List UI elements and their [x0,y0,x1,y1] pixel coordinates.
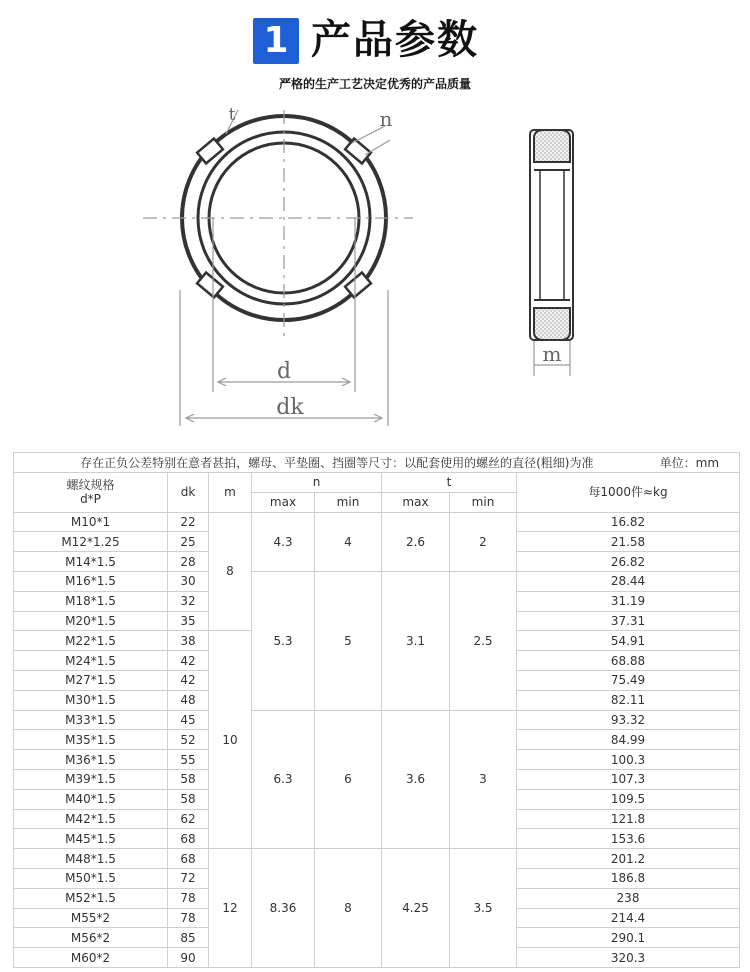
header-n-max: max [252,492,315,512]
header-dk: dk [168,473,209,513]
cell-t-min: 3 [450,710,517,849]
cell-dk: 68 [168,849,209,869]
spec-table-body [14,512,740,967]
cell-weight: 214.4 [517,908,740,928]
cell-thread-spec: M16*1.5 [14,571,168,591]
cell-t-max: 4.25 [382,849,450,968]
cell-weight: 84.99 [517,730,740,750]
cell-thread-spec: M60*2 [14,948,168,968]
cell-thread-spec: M52*1.5 [14,888,168,908]
table-note: 存在正负公差特别在意者甚拍，螺母、平垫圈、挡圈等尺寸：以配套使用的螺丝的直径(粗细)为准 [80,455,594,470]
header-t-min: min [450,492,517,512]
cell-thread-spec: M55*2 [14,908,168,928]
cell-dk: 45 [168,710,209,730]
cell-m: 10 [209,631,252,849]
header-weight: 每1000件≈kg [517,473,740,513]
cell-dk: 42 [168,670,209,690]
cell-n-max: 5.3 [252,571,315,710]
unit-label: 单位：mm [659,455,720,470]
nut-front-view [143,110,413,338]
cell-weight: 21.58 [517,532,740,552]
cell-weight: 16.82 [517,512,740,532]
cell-weight: 54.91 [517,631,740,651]
cell-weight: 28.44 [517,571,740,591]
cell-t-min: 2.5 [450,571,517,710]
cell-weight: 153.6 [517,829,740,849]
cell-n-max: 8.36 [252,849,315,968]
cell-thread-spec: M48*1.5 [14,849,168,869]
cell-dk: 85 [168,928,209,948]
cell-dk: 25 [168,532,209,552]
cell-thread-spec: M20*1.5 [14,611,168,631]
cell-thread-spec: M12*1.25 [14,532,168,552]
section-number-badge: 1 [253,18,299,64]
page-title: 产品参数 [311,17,479,63]
cell-n-min: 5 [315,571,382,710]
cell-thread-spec: M36*1.5 [14,750,168,770]
cell-m: 12 [209,849,252,968]
cell-thread-spec: M50*1.5 [14,868,168,888]
cell-weight: 100.3 [517,750,740,770]
cell-dk: 38 [168,631,209,651]
table-header-row [14,473,740,493]
cell-dk: 52 [168,730,209,750]
cell-weight: 68.88 [517,651,740,671]
cell-thread-spec: M14*1.5 [14,552,168,572]
cell-t-max: 3.1 [382,571,450,710]
cell-dk: 58 [168,789,209,809]
table-row [14,512,740,532]
nut-side-section-view [530,130,573,340]
cell-t-min: 2 [450,512,517,571]
cell-weight: 31.19 [517,591,740,611]
label-dk: dk [276,395,304,420]
header-thread-spec: 螺纹规格 d*P [14,473,168,513]
cell-dk: 28 [168,552,209,572]
cell-thread-spec: M56*2 [14,928,168,948]
cell-thread-spec: M30*1.5 [14,690,168,710]
spec-table [13,452,740,968]
round-nut-diagram [0,100,750,440]
cell-weight: 238 [517,888,740,908]
cell-weight: 109.5 [517,789,740,809]
cell-weight: 107.3 [517,769,740,789]
cell-thread-spec: M27*1.5 [14,670,168,690]
cell-weight: 320.3 [517,948,740,968]
cell-thread-spec: M45*1.5 [14,829,168,849]
cell-t-max: 2.6 [382,512,450,571]
cell-n-min: 4 [315,512,382,571]
cell-thread-spec: M33*1.5 [14,710,168,730]
cell-n-max: 4.3 [252,512,315,571]
cell-thread-spec: M10*1 [14,512,168,532]
header-n-min: min [315,492,382,512]
cell-dk: 58 [168,769,209,789]
header [0,0,750,100]
label-t: t [228,105,236,125]
cell-dk: 35 [168,611,209,631]
cell-dk: 68 [168,829,209,849]
cell-dk: 72 [168,868,209,888]
table-row [14,849,740,869]
cell-thread-spec: M22*1.5 [14,631,168,651]
header-m: m [209,473,252,513]
header-t-max: max [382,492,450,512]
cell-dk: 30 [168,571,209,591]
header-n: n [252,473,382,493]
cell-dk: 48 [168,690,209,710]
cell-m: 8 [209,512,252,631]
cell-t-max: 3.6 [382,710,450,849]
cell-t-min: 3.5 [450,849,517,968]
cell-dk: 78 [168,888,209,908]
cell-dk: 22 [168,512,209,532]
cell-n-min: 8 [315,849,382,968]
cell-dk: 62 [168,809,209,829]
cell-n-max: 6.3 [252,710,315,849]
cell-thread-spec: M42*1.5 [14,809,168,829]
cell-dk: 55 [168,750,209,770]
cell-thread-spec: M18*1.5 [14,591,168,611]
cell-weight: 82.11 [517,690,740,710]
label-m: m [542,342,562,366]
cell-dk: 90 [168,948,209,968]
cell-dk: 32 [168,591,209,611]
cell-weight: 93.32 [517,710,740,730]
cell-dk: 78 [168,908,209,928]
header-t: t [382,473,517,493]
cell-dk: 42 [168,651,209,671]
cell-weight: 201.2 [517,849,740,869]
cell-weight: 290.1 [517,928,740,948]
label-n: n [379,107,393,131]
page-subtitle: 严格的生产工艺决定优秀的产品质量 [278,77,471,91]
table-row [14,710,740,730]
table-row [14,571,740,591]
label-d: d [276,359,292,384]
cell-thread-spec: M40*1.5 [14,789,168,809]
cell-thread-spec: M35*1.5 [14,730,168,750]
table-note-row [14,453,740,473]
cell-weight: 186.8 [517,868,740,888]
cell-weight: 121.8 [517,809,740,829]
cell-weight: 26.82 [517,552,740,572]
cell-n-min: 6 [315,710,382,849]
cell-weight: 37.31 [517,611,740,631]
technical-drawing [0,100,750,440]
cell-weight: 75.49 [517,670,740,690]
cell-thread-spec: M24*1.5 [14,651,168,671]
cell-thread-spec: M39*1.5 [14,769,168,789]
